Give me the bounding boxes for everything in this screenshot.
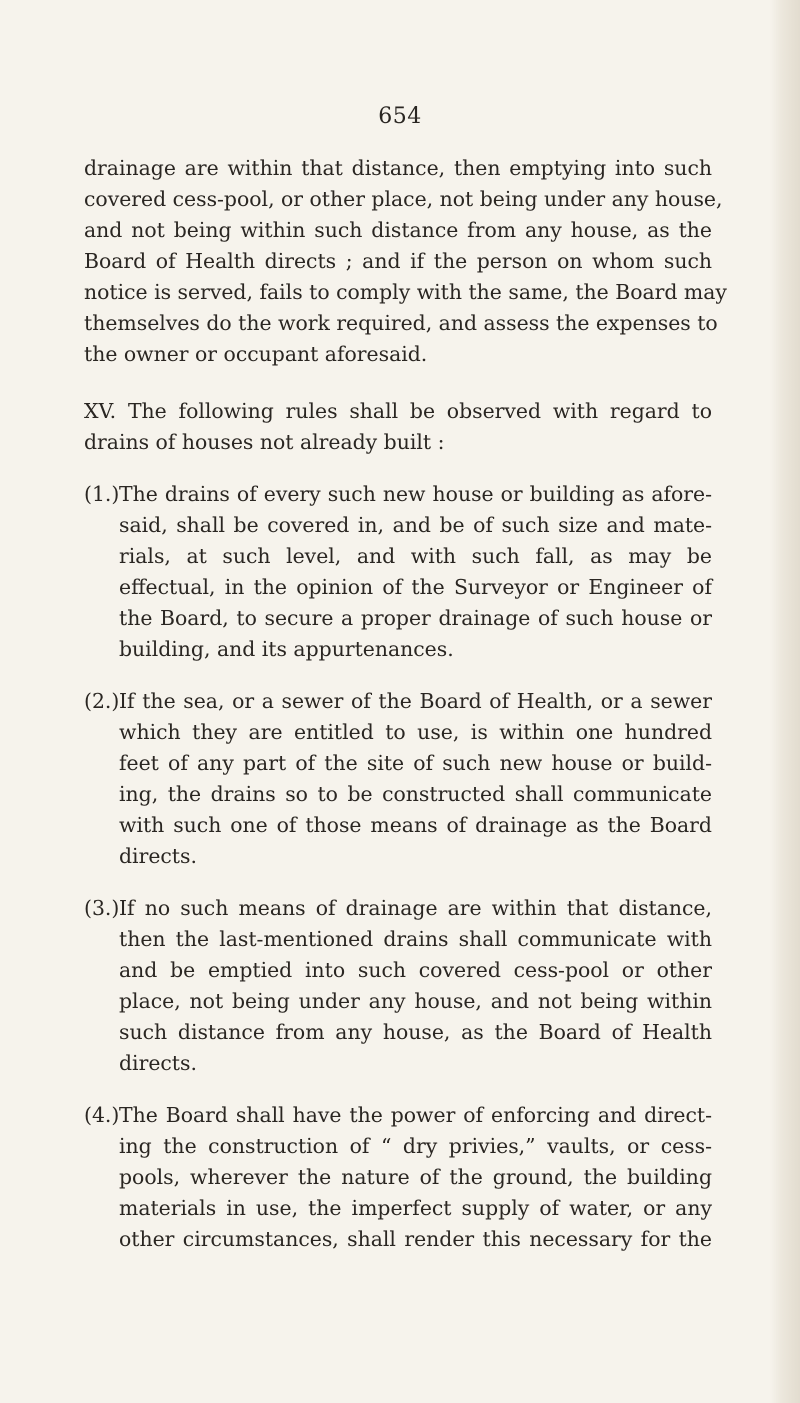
text-line: drainage are within that distance, then emptying into such: [84, 156, 712, 180]
text-line: building, and its appurtenances.: [119, 637, 454, 661]
clause-number: (1.): [84, 482, 120, 506]
text-line: feet of any part of the site of such new house or build-: [119, 751, 712, 775]
text-line: materials in use, the imperfect supply of water, or any: [119, 1196, 712, 1220]
clause-2: [84, 686, 712, 872]
text-line: the Board, to secure a proper drainage of such house or: [119, 606, 712, 630]
clause-number: (4.): [84, 1103, 120, 1127]
text-line: themselves do the work required, and assess the expenses to: [84, 311, 718, 335]
text-line: covered cess-pool, or other place, not being under any house,: [84, 187, 723, 211]
text-line: drains of houses not already built :: [84, 430, 445, 454]
clause-1: [84, 479, 712, 665]
text-line: with such one of those means of drainage as the Board: [119, 813, 712, 837]
text-line: directs.: [119, 1051, 197, 1075]
clause-4: [84, 1100, 712, 1255]
text-line: notice is served, fails to comply with the same, the Board may: [84, 280, 727, 304]
body-text: [84, 153, 727, 1255]
text-line: the owner or occupant aforesaid.: [84, 342, 428, 366]
clause-number: (2.): [84, 689, 120, 713]
page-edge-shadow: [770, 0, 800, 1403]
text-line: The Board shall have the power of enforcing and direct-: [119, 1103, 712, 1127]
clause-3: [84, 893, 712, 1079]
text-line: pools, wherever the nature of the ground, the building: [119, 1165, 712, 1189]
text-line: If no such means of drainage are within that distance,: [119, 896, 712, 920]
text-line: place, not being under any house, and not being within: [119, 989, 712, 1013]
text-line: Board of Health directs ; and if the person on whom such: [84, 249, 712, 273]
text-line: such distance from any house, as the Board of Health: [119, 1020, 712, 1044]
text-line: other circumstances, shall render this necessary for the: [119, 1227, 712, 1251]
text-line: then the last-mentioned drains shall communicate with: [119, 927, 712, 951]
page-number: 654: [378, 104, 422, 129]
text-line: ing the construction of “ dry privies,” vaults, or cess-: [119, 1134, 712, 1158]
intro-paragraph: [84, 153, 727, 370]
text-line: The drains of every such new house or building as afore-: [119, 482, 712, 506]
text-line: which they are entitled to use, is within one hundred: [119, 720, 712, 744]
text-line: rials, at such level, and with such fall, as may be: [119, 544, 712, 568]
text-line: said, shall be covered in, and be of such size and mate-: [119, 513, 712, 537]
text-line: XV. The following rules shall be observed with regard to: [84, 399, 712, 423]
section-xv-paragraph: [84, 396, 712, 458]
text-line: and be emptied into such covered cess-pool or other: [119, 958, 712, 982]
text-line: effectual, in the opinion of the Surveyor or Engineer of: [119, 575, 712, 599]
text-line: If the sea, or a sewer of the Board of Health, or a sewer: [119, 689, 712, 713]
text-line: directs.: [119, 844, 197, 868]
text-line: and not being within such distance from any house, as the: [84, 218, 712, 242]
text-line: ing, the drains so to be constructed shall communicate: [119, 782, 712, 806]
clause-number: (3.): [84, 896, 120, 920]
